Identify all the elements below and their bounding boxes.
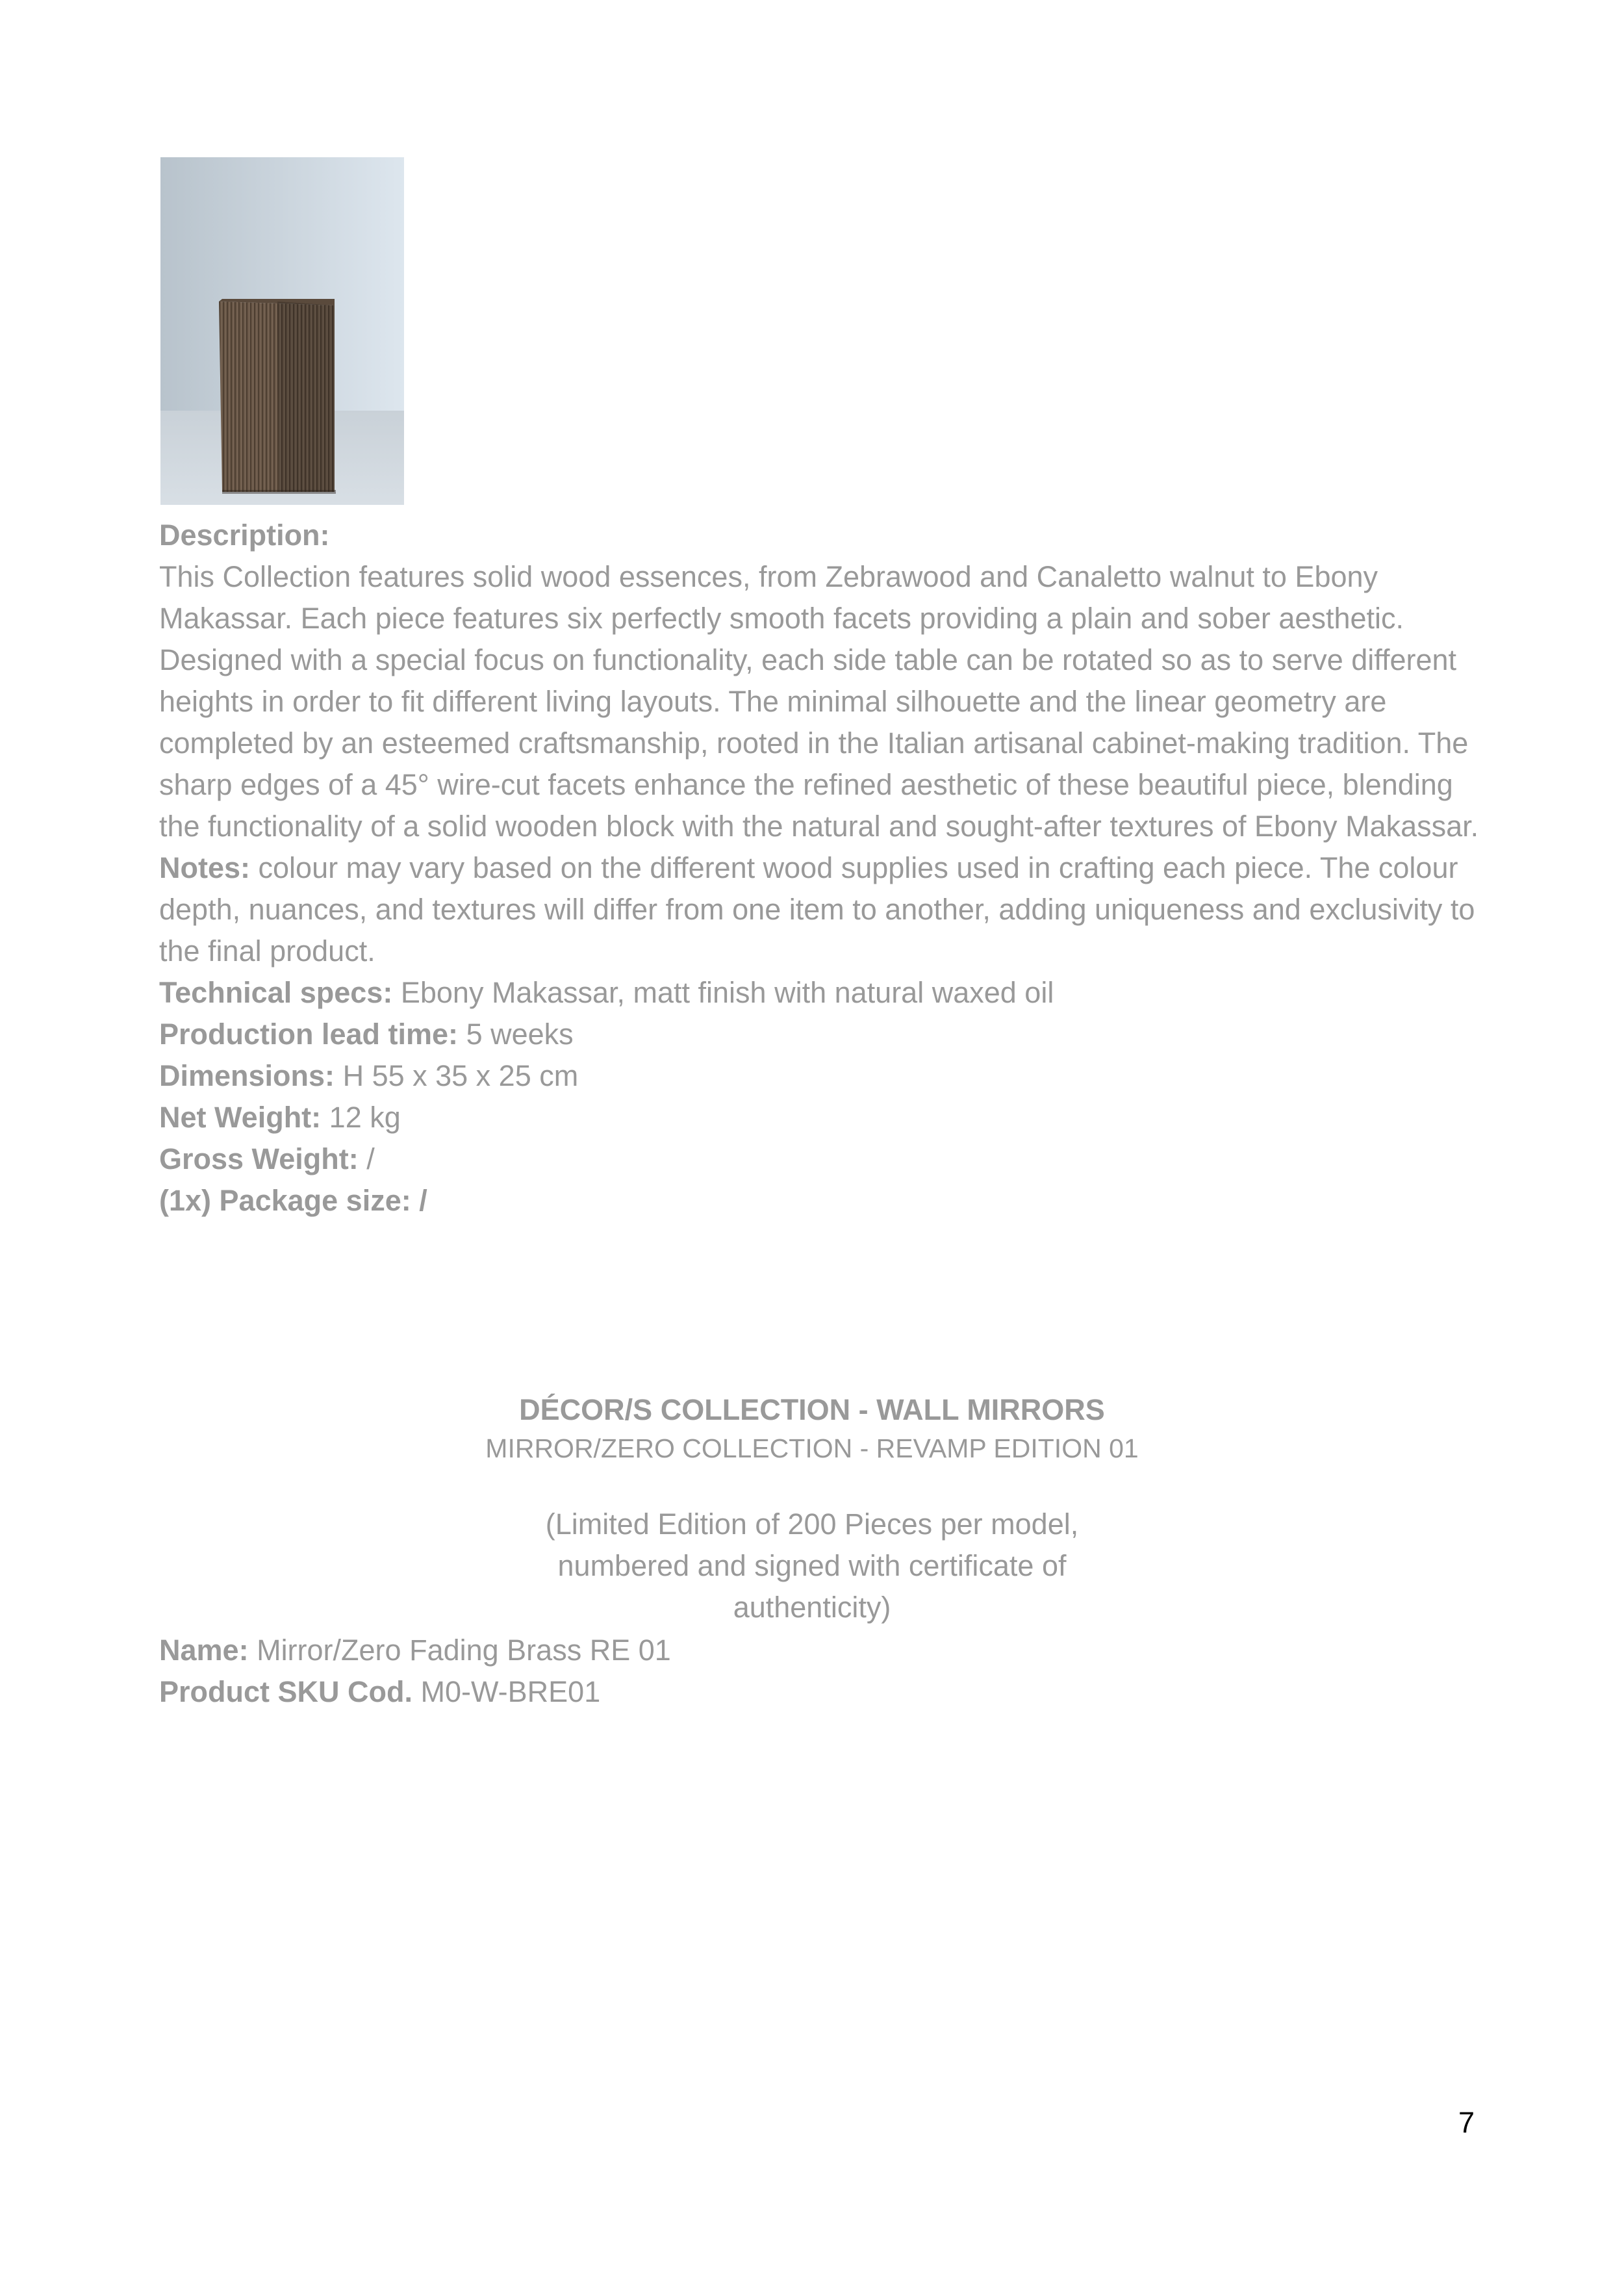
spec-value: H 55 x 35 x 25 cm — [342, 1059, 579, 1092]
product-photo — [160, 157, 404, 505]
spec-label: Production lead time: — [159, 1018, 459, 1051]
spec-value: 5 weeks — [466, 1018, 574, 1051]
description-text: This Collection features solid wood essences, from Zebrawood and Canaletto walnut to Ebony Makassar. Each piece features six perfectly smooth facets providing a plain and sober aesthetic. Designed with a special focus on functionality, each side table can be rotated so as to serve different heights in order to fit different living layouts. The minimal silhouette and the linear geometry are completed by an esteemed craftsmanship, rooted in the Italian artisanal cabinet-making tradition. The sharp edges of a 45° wire-cut facets enhance the refined aesthetic of these beautiful piece, blending the functionality of a solid wooden block with the natural and sought-after textures of Ebony Makassar. — [159, 560, 1479, 843]
notes-text: colour may vary based on the different wood supplies used in crafting each piece. The colour depth, nuances, and textures will differ from one item to another, adding uniqueness and exclusivity to the final product. — [159, 851, 1475, 968]
spec-label: Net Weight: — [159, 1101, 322, 1134]
spec-value: Ebony Makassar, matt finish with natural waxed oil — [400, 976, 1054, 1009]
spec-label: Gross Weight: — [159, 1142, 359, 1175]
spec-gross-weight — [159, 1138, 1484, 1180]
product-info — [159, 1630, 671, 1713]
spec-dimensions — [159, 1055, 1484, 1097]
edition-note: (Limited Edition of 200 Pieces per model, numbered and signed with certificate of authenticity) — [545, 1507, 1079, 1624]
spec-value: / — [366, 1142, 375, 1175]
spec-label: Dimensions: — [159, 1059, 335, 1092]
product-sku — [159, 1671, 671, 1713]
spec-value: 12 kg — [329, 1101, 401, 1134]
page-number: 7 — [1458, 2106, 1475, 2139]
description-heading: Description: — [159, 519, 330, 552]
product-sku-value: M0-W-BRE01 — [420, 1675, 601, 1708]
collection-title: DÉCOR/S COLLECTION - WALL MIRRORS — [519, 1393, 1105, 1426]
spec-label: Technical specs: — [159, 976, 393, 1009]
spec-lead-time — [159, 1014, 1484, 1055]
description-section — [159, 515, 1484, 1222]
notes — [159, 847, 1484, 972]
spec-net-weight — [159, 1097, 1484, 1138]
collection-subtitle: MIRROR/ZERO COLLECTION - REVAMP EDITION 01 — [485, 1433, 1139, 1463]
product-name-value: Mirror/Zero Fading Brass RE 01 — [257, 1634, 671, 1667]
product-sku-label: Product SKU Cod. — [159, 1675, 412, 1708]
spec-technical — [159, 972, 1484, 1014]
package-size: (1x) Package size: / — [159, 1184, 427, 1217]
product-name-label: Name: — [159, 1634, 249, 1667]
product-name — [159, 1630, 671, 1671]
notes-label: Notes: — [159, 851, 251, 884]
